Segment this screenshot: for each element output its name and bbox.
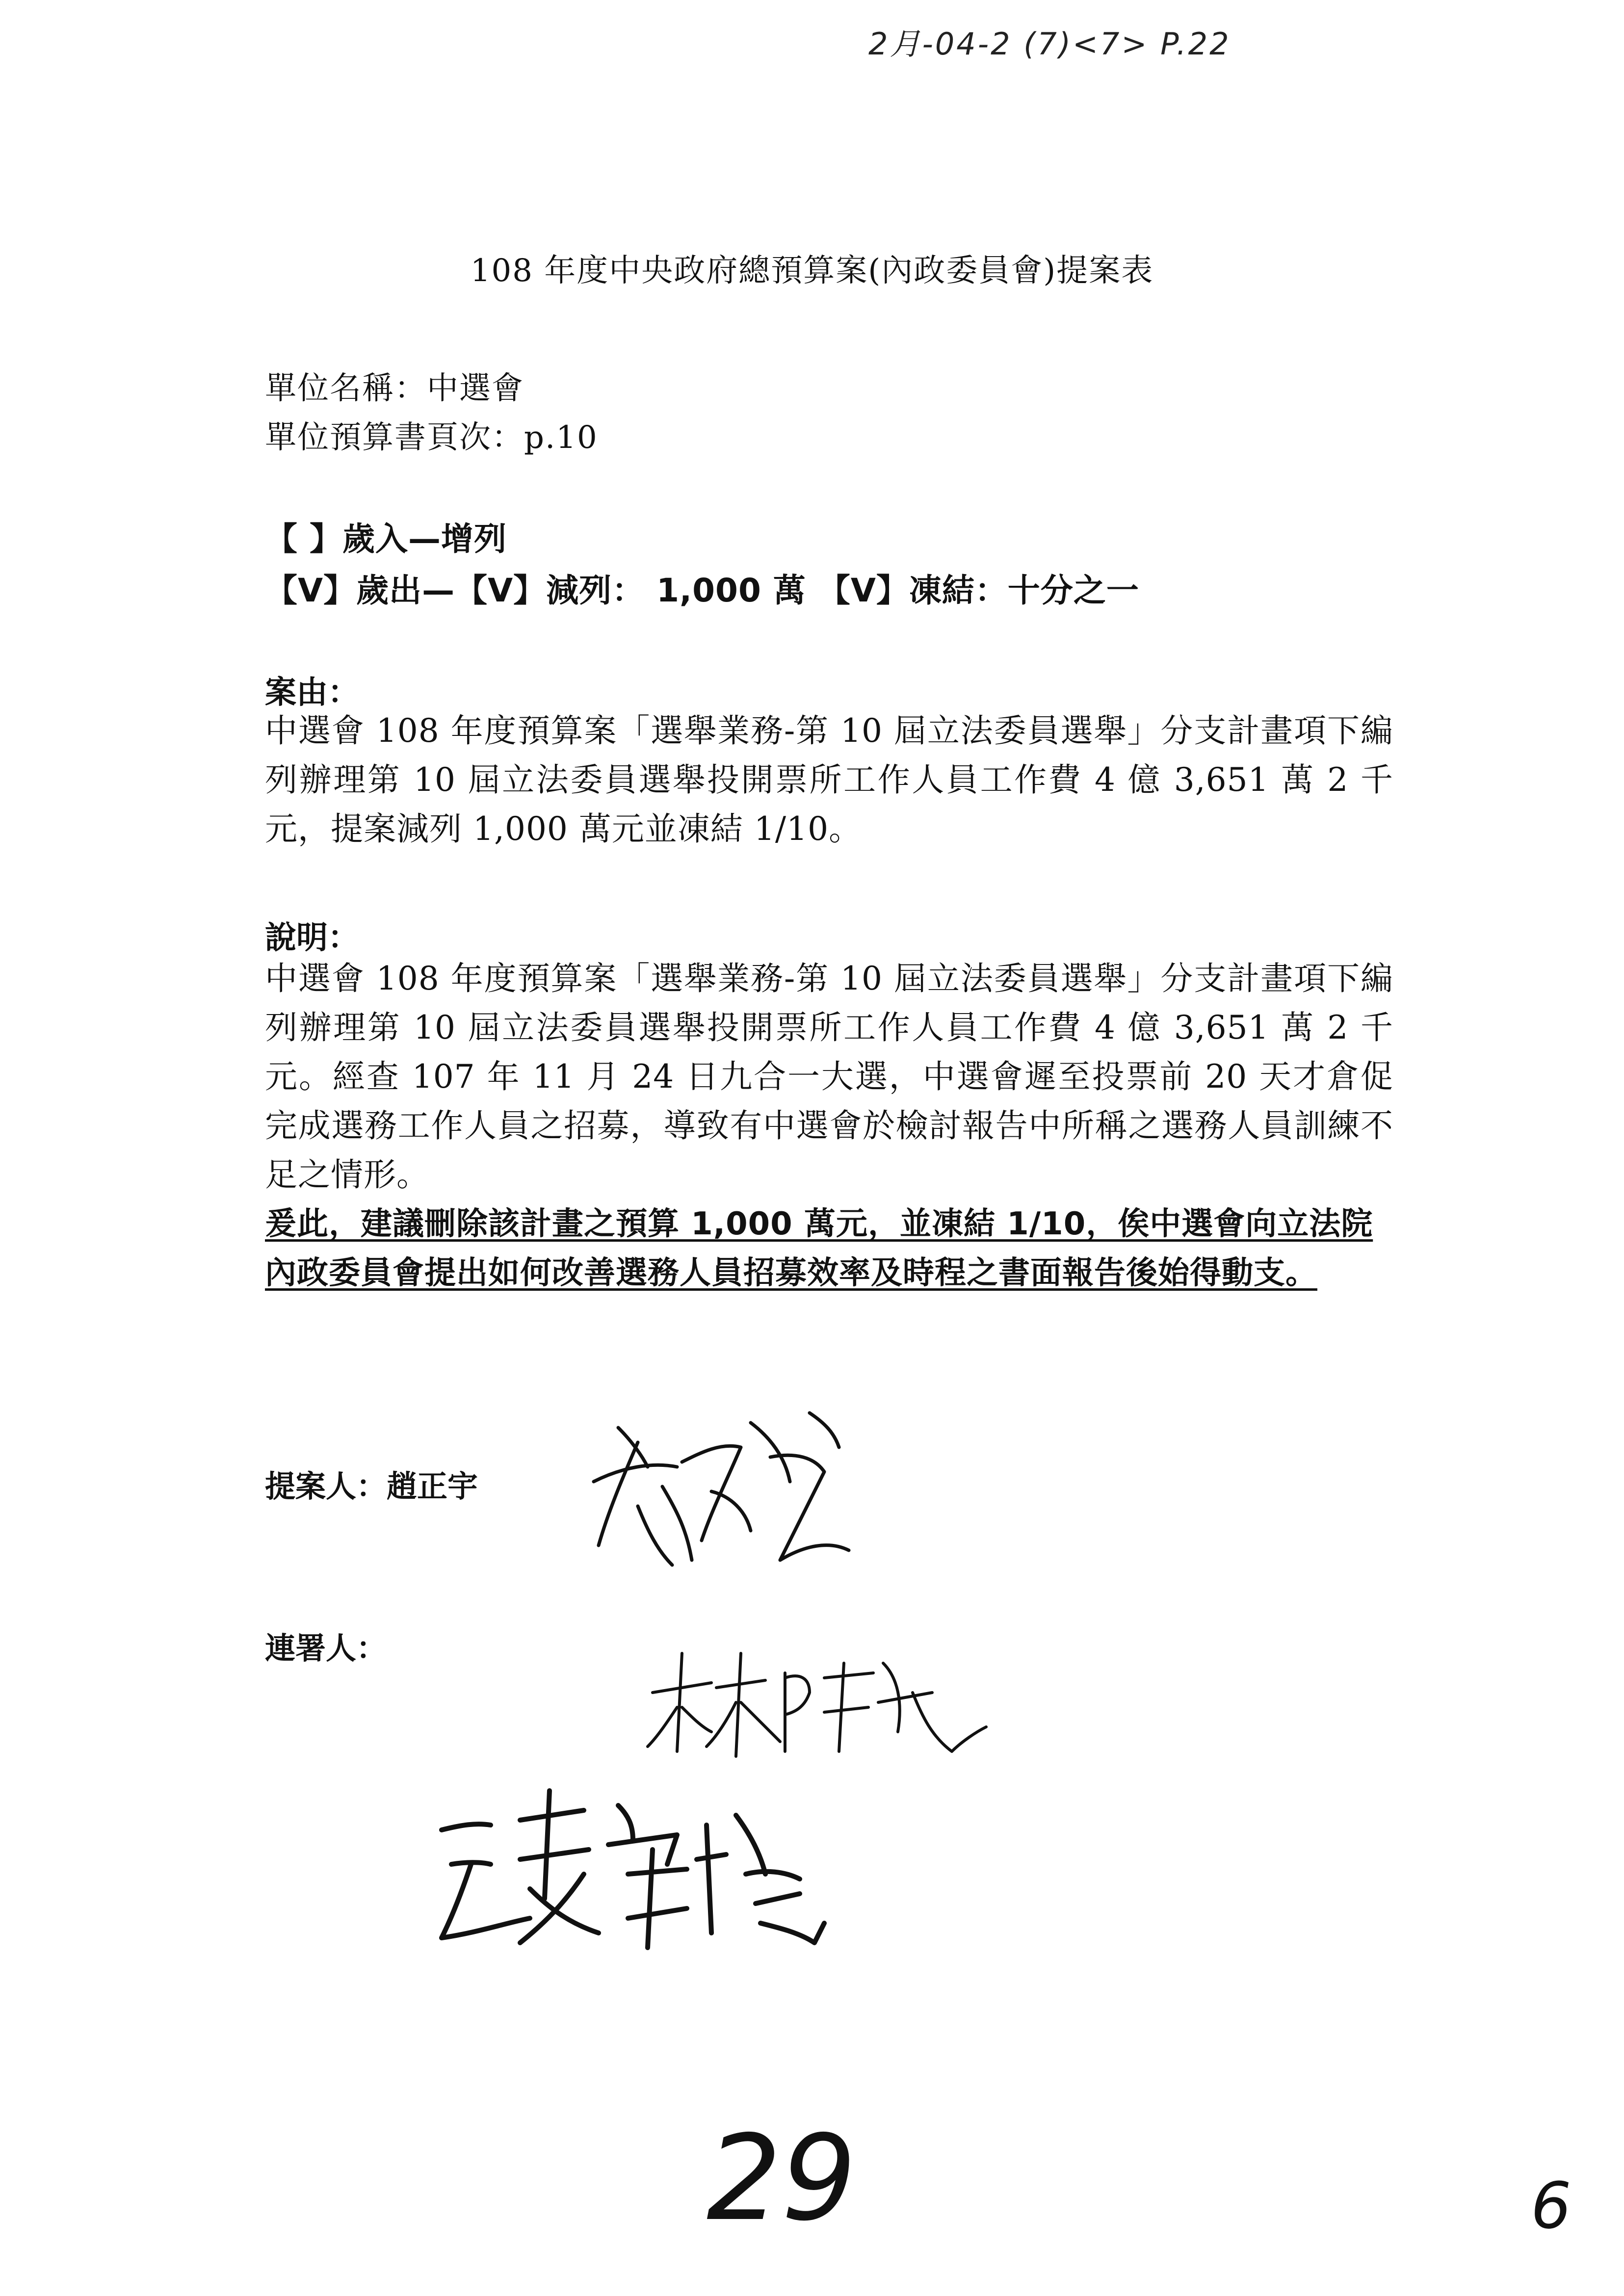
proposer-signature [564,1383,868,1590]
unit-name: 單位名稱：中選會 [265,370,524,407]
proposer-label: 提案人：趙正宇 [265,1468,478,1504]
explanation-label: 說明： [265,920,359,956]
revenue-option-line: 【 】歲入—增列 [265,520,507,558]
reason-label: 案由： [265,675,359,711]
explanation-text: 中選會 108 年度預算案「選舉業務-第 10 屆立法委員選舉」分支計畫項下編列辦理第 10 屆立法委員選舉投開票所工作人員工作費 4 億 3,651 萬 2 千元。經查 107 年 11 月 24 日九合一大選，中選會遲至投票前 20 天才倉促完成選務工作人員之招募，導致有中選會於檢討報告中所稱之選務人員訓練不足之情形。 [265,960,1393,1194]
cosigner-label: 連署人： [265,1630,387,1666]
resolution-text: 爰此，建議刪除該計畫之預算 1,000 萬元，並凍結 1/10，俟中選會向立法院內政委員會提出如何改善選務人員招募效率及時程之書面報告後始得動支。 [265,1206,1373,1291]
expense-option-line: 【V】歲出—【V】減列： 1,000 萬 【V】凍結：十分之一 [265,572,1139,609]
reason-text: 中選會 108 年度預算案「選舉業務-第 10 屆立法委員選舉」分支計畫項下編列辦理第 10 屆立法委員選舉投開票所工作人員工作費 4 億 3,651 萬 2 千元，提案減列 1,000 萬元並凍結 1/10。 [265,712,1393,848]
handwritten-reference-note: 2月-04-2 (7)<7> P.22 [868,26,1231,62]
corner-mark: 6 [1531,2168,1572,2243]
page-title: 108 年度中央政府總預算案(內政委員會)提案表 [470,253,1154,289]
cosigner-signature [422,1776,854,1962]
page-number: 29 [707,2110,857,2247]
unit-budget-page: 單位預算書頁次：p.10 [265,419,598,456]
